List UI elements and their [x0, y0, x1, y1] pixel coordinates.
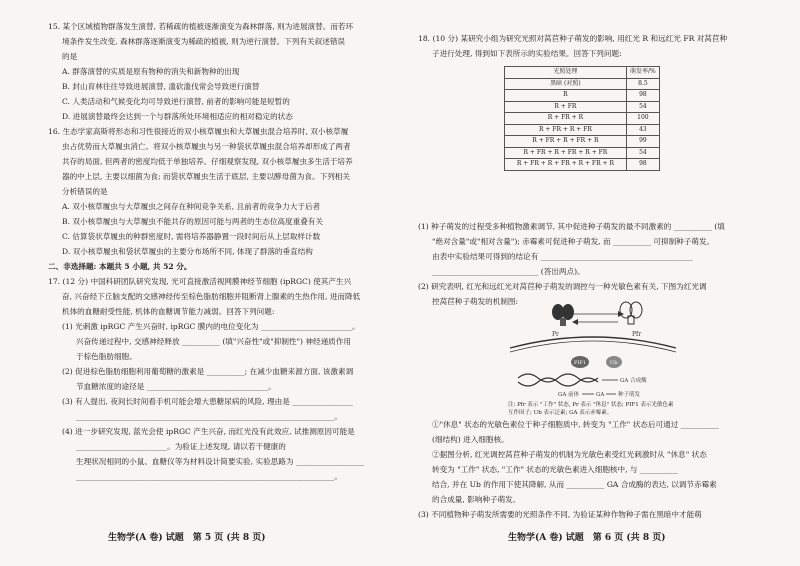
text-line: 18. (10 分) 某研究小组为研究光照对莴苣种子萌发的影响, 用红光 R 和远红光 FR 对莴苣种 [418, 34, 728, 43]
table-cell: 43 [626, 124, 659, 136]
table-row [505, 147, 660, 159]
diagram-caption: 注: Pfr 表示 "工作" 状态, Pr 表示 "休息" 状态; PIF1 表示光敏色素 [508, 402, 674, 408]
table-cell: R [505, 90, 627, 102]
text-line: 结合, 并在 Ub 的作用下使其降解, 从而 __________ GA 合成酶的表达, 以调节赤霉素 [432, 480, 717, 489]
text-line: 16. 生态学家高斯将形态和习性很接近的双小核草履虫和大草履虫混合培养时, 双小核草履 [48, 127, 349, 136]
option-c: C. 估算袋状草履虫的种群密度时, 需将培养器静置一段时间后从上层取样计数 [62, 232, 321, 241]
table-row [505, 78, 660, 90]
table-cell: 8.5 [626, 78, 659, 90]
label-pif1: PIF1 [574, 360, 586, 366]
text-line: 17. (12 分) 中国科研团队研究发现, 光可直接激活视网膜神经节细胞 (ipRGC) 使其产生兴 [48, 277, 352, 286]
table-cell: R + FR + R + FR + R + FR + R [505, 159, 627, 171]
text-line: ____________________________________________________________________。 [76, 412, 342, 421]
table-row [505, 124, 660, 136]
text-line: 于棕色脂肪细胞。 [76, 352, 137, 361]
arrowhead-icon [618, 311, 624, 317]
text-line: (2) 促进棕色脂肪细胞利用葡萄糖的激素是 __________; 在减少血糖来源方面, 该激素调 [62, 367, 354, 376]
text-line: (细结构) 进入细胞核。 [432, 435, 509, 444]
text-line: 转变为 "工作" 状态, "工作" 状态的光敏色素进入细胞核中, 与 __________ [432, 465, 678, 474]
table-cell: 98 [626, 90, 659, 102]
text-line: (1) 光刺激 ipRGC 产生兴奋时, ipRGC 膜内的电位变化为 ________________________。 [62, 322, 360, 331]
page-footer: 生物学(A 卷) 试题 第 5 页 (共 8 页) [108, 533, 266, 543]
table-row [505, 159, 660, 171]
table-cell: R + FR + R [505, 113, 627, 125]
text-line: 器的中上层, 主要以细菌为食; 而袋状草履虫生活于底层, 主要以酵母菌为食。下列相关 [62, 172, 350, 181]
text-line: (4) 进一步研究发现, 蓝光会使 ipRGC 产生兴奋, 而红光没有此效应, 试推测原因可能是 [62, 427, 355, 436]
table-cell: R + FR + R + FR + R + FR [505, 147, 627, 159]
text-line: 分析错误的是 [62, 187, 108, 196]
table-header-cell: 萌发率/% [626, 67, 659, 79]
label-pr: Pr [552, 331, 559, 338]
option-d: D. 双小核草履虫和袋状草履虫的主要分布场所不同, 体现了群落的垂直结构 [62, 247, 313, 256]
option-b: B. 封山育林往往导致进展演替, 滥砍滥伐常会导致逆行演替 [62, 82, 260, 91]
table-row [505, 90, 660, 102]
table-cell: 54 [626, 147, 659, 159]
diagram-caption: 互作因子; Ub 表示泛素; GA 表示赤霉素。 [508, 410, 613, 416]
section-heading: 二、非选择题: 本题共 5 小题, 共 52 分。 [48, 262, 192, 271]
table-cell: 黑暗 (对照) [505, 78, 627, 90]
text-line: 虫占优势而大草履虫消亡。将双小核草履虫与另一种袋状草履虫混合培养却形成了两者 [62, 142, 351, 151]
table-header-cell: 光照处理 [505, 67, 627, 79]
pfr-receptor-icon [620, 302, 642, 324]
table-row [505, 101, 660, 113]
table-cell: 54 [626, 101, 659, 113]
option-d: D. 进展演替最终会达到一个与群落所处环境相适应的相对稳定的状态 [62, 112, 293, 121]
text-line: 的合成量, 影响种子萌发。 [432, 495, 521, 504]
pr-receptor-icon [552, 304, 574, 326]
arrowhead-icon [572, 319, 578, 325]
text-line: (2) 研究表明, 红光和远红光对莴苣种子萌发的调控与一种光敏色素有关, 下图为红光调 [418, 282, 707, 291]
text-line: 15. 某个区域植物群落发生演替, 若稀疏的植被逐渐演变为森林群落, 则为进展演替。而若环 [48, 22, 354, 31]
text-line: ____________________________ (答出两点)。 [432, 267, 585, 276]
text-line: 的是 [62, 52, 78, 61]
label-ga: GA [596, 392, 605, 398]
text-line: (3) 有人提出, 夜间长时间看手机可能会增大患糖尿病的风险, 理由是 ________________ [62, 397, 354, 406]
text-line: 控莴苣种子萌发的机制图: [432, 297, 519, 306]
text-line: 奋, 兴奋经下丘脑支配的交感神经传至棕色脂肪细胞并阻断肾上腺素的生热作用, 进而降低 [62, 292, 361, 301]
table-cell: R + FR [505, 101, 627, 113]
table-cell: 99 [626, 136, 659, 148]
label-ub: Ub [610, 360, 618, 366]
text-line: 机体的血糖耐受性能, 机体的血糖调节能力减弱。回答下列问题: [62, 307, 275, 316]
option-a: A. 双小核草履虫与大草履虫之间存在种间竞争关系, 且前者的竞争力大于后者 [62, 202, 321, 211]
text-line: (1) 种子萌发的过程受多种植物激素调节, 其中促进种子萌发的最不同激素的 __________ (填 [418, 222, 725, 231]
text-line: "绝对含量"或"相对含量"); 赤霉素可促进种子萌发, 而 __________ 可抑制种子萌发。 [432, 237, 715, 246]
table-row [505, 113, 660, 125]
text-line: 子进行处理, 得到如下表所示的实验结果。回答下列问题: [432, 49, 622, 58]
text-line: ________________________。为验证上述发现, 请以若干健康的 [76, 442, 286, 451]
option-b: B. 双小核草履虫与大草履虫不能共存的原因可能与两者的生态位高度重叠有关 [62, 217, 323, 226]
text-line: 生理状况相同的小鼠、血糖仪等为材料设计简要实验, 实验思路为 __________________ [76, 457, 365, 466]
label-pfr: Pfr [632, 331, 642, 338]
germination-table [504, 66, 660, 171]
text-line: ____________________________________________________________________。 [76, 472, 342, 481]
table-cell: R + FR + R + FR [505, 124, 627, 136]
label-ga-precursor: GA 前体 [558, 392, 580, 398]
table-cell: 98 [626, 159, 659, 171]
text-line: 兴奋传递过程中, 交感神经释放 __________ (填"兴奋性"或"抑制性") 神经递质作用 [76, 337, 351, 346]
page-footer: 生物学(A 卷) 试题 第 6 页 (共 8 页) [508, 533, 666, 543]
table-row [505, 136, 660, 148]
text-line: ①"休息" 状态的光敏色素位于种子细胞质中, 转变为 "工作" 状态后可通过 __________ [432, 420, 719, 429]
text-line: 境条件发生改变, 森林群落逐渐演变为稀疏的植被, 则为逆行演替。下列有关叙述错误 [62, 37, 346, 46]
label-germination: 种子萌发 [618, 392, 641, 398]
table-cell: 100 [626, 113, 659, 125]
table-cell: R + FR + R + FR + R [505, 136, 627, 148]
text-line: 共存的局面, 但两者的密度均低于单独培养。仔细观察发现, 双小核草履虫多生活于培养 [62, 157, 353, 166]
text-line: ②据图分析, 红光调控莴苣种子萌发的机制为光敏色素受红光刺激时从 "休息" 状态 [432, 450, 707, 459]
option-a: A. 群落演替的实质是原有物种的消失和新物种的出现 [62, 67, 240, 76]
option-c: C. 人类活动和气候变化均可导致逆行演替, 前者的影响可能是短暂的 [62, 97, 290, 106]
label-ga-synthase: GA 合成酶 [620, 378, 647, 384]
text-line: 由表中实验结果可得到的结论有 ________________________________________ [432, 252, 693, 261]
text-line: (3) 不同植物种子萌发所需要的光照条件不同, 为验证某种作物种子需在黑暗中才能萌 [418, 510, 702, 519]
table-header-row [505, 67, 660, 79]
mechanism-diagram [508, 296, 678, 412]
text-line: 节血糖浓度的途径是 ________________________________。 [76, 382, 276, 391]
